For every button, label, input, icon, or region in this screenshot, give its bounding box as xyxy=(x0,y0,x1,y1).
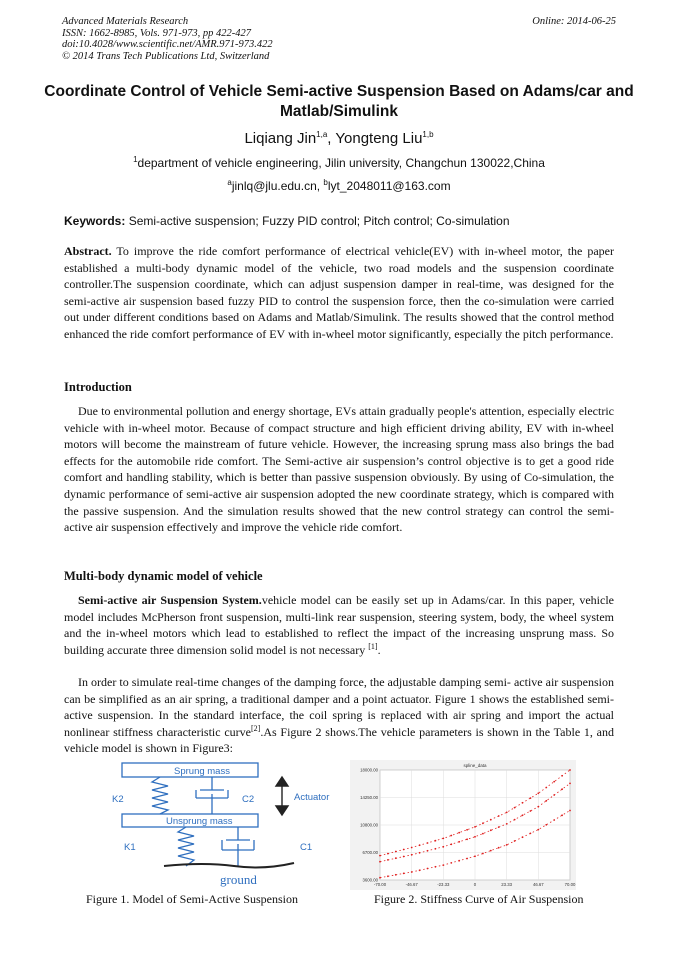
series-3-point xyxy=(419,869,421,871)
series-1-point xyxy=(545,800,547,802)
issn-line: ISSN: 1662-8985, Vols. 971-973, pp 422-427 xyxy=(62,27,251,39)
series-3-point xyxy=(427,868,429,870)
y-tick-label: 10800.00 xyxy=(360,822,378,828)
authors xyxy=(0,130,678,147)
series-2-point xyxy=(379,855,381,857)
series-1-point xyxy=(569,783,571,785)
series-2-point xyxy=(530,797,532,799)
copyright-line: © 2014 Trans Tech Publications Ltd, Switzerland xyxy=(62,50,270,62)
series-2-point xyxy=(490,819,492,821)
y-tick-label: 18000.00 xyxy=(360,767,378,773)
intro-paragraph: Due to environmental pollution and energy shortage, EVs attain gradually people's attention, especially electric vehicle with in-wheel motor. Because of compact structure and high efficient driving ability, EV with in-wheel motors will become the mainstream of future vehicle. However, the increasing sprung mass also brings the bad effects for the automobile ride comfort. The Semi-active air suspension’s control objective is to get a good ride comfort and handling stability, which is better than passive suspension obviously. By using of Co-simulation, the dynamic performance of semi-active air suspension adopted the new coordinate strategy, which is compared with the passive suspension. And the simulation results showed that the new control strategy can control the semi-active air suspension effectively and improve the vehicle ride comfort. xyxy=(64,404,614,535)
series-2-point xyxy=(419,844,421,846)
series-1-point xyxy=(450,843,452,845)
series-3-point xyxy=(387,875,389,877)
series-3-point xyxy=(490,850,492,852)
series-3-point xyxy=(458,860,460,862)
series-3-point xyxy=(466,858,468,860)
series-1-point xyxy=(466,838,468,840)
y-tick-label: 6700.00 xyxy=(362,850,378,855)
series-3-point xyxy=(450,862,452,864)
series-2-point xyxy=(411,847,413,849)
series-1-point xyxy=(435,848,437,850)
series-3-point xyxy=(403,873,405,875)
series-3-point xyxy=(522,836,524,838)
email-b: lyt_2048011@163.com xyxy=(327,179,451,193)
affiliation xyxy=(0,156,678,170)
series-1-point xyxy=(530,810,532,812)
x-tick-label: 23.33 xyxy=(501,882,513,887)
intro-heading: Introduction xyxy=(64,380,132,394)
series-1-point xyxy=(482,833,484,835)
series-3-point xyxy=(506,844,508,846)
series-2-point xyxy=(450,835,452,837)
abstract-label: Abstract. xyxy=(64,244,112,258)
keywords-text: Semi-active suspension; Fuzzy PID control; Pitch control; Co-simulation xyxy=(125,214,510,228)
email-a-sup: a xyxy=(227,178,232,187)
series-1-point xyxy=(419,852,421,854)
series-1-point xyxy=(427,850,429,852)
model-p1-text: vehicle model can be easily set up in Adams/car. In this paper, vehicle model includes McPherson front suspension, multi-link rear suspension, steering system, body, the wheel system and the in-wheel motors which lead to established to reflect the impact of the increasing unsprung mass. So building accurate three dimension solid model is not necessary xyxy=(64,593,614,657)
series-2-point xyxy=(466,829,468,831)
series-3-point xyxy=(514,840,516,842)
doi-line: doi:10.4028/www.scientific.net/AMR.971-973.422 xyxy=(62,39,273,50)
series-3-point xyxy=(482,853,484,855)
series-2-point xyxy=(514,807,516,809)
series-1-point xyxy=(403,856,405,858)
series-2-point xyxy=(474,826,476,828)
series-1-point xyxy=(537,806,539,808)
series-3-point xyxy=(442,864,444,866)
series-3-point xyxy=(561,814,563,816)
series-3-point xyxy=(530,833,532,835)
series-2-point xyxy=(498,815,500,817)
series-3-point xyxy=(435,866,437,868)
y-tick-label: 3600.00 xyxy=(362,877,378,883)
emails xyxy=(0,179,678,193)
c1-damper xyxy=(222,827,254,866)
series-3-point xyxy=(569,810,571,812)
sprung-label: Sprung mass xyxy=(174,766,230,777)
k2-label: K2 xyxy=(112,794,124,805)
paper-title: Coordinate Control of Vehicle Semi-active Suspension Based on Adams/car and Matlab/Simulink xyxy=(44,83,634,120)
series-3-point xyxy=(498,847,500,849)
series-2-point xyxy=(537,792,539,794)
series-1-point xyxy=(474,836,476,838)
series-3-point xyxy=(537,829,539,831)
email-a: jinlq@jlu.edu.cn, xyxy=(231,179,324,193)
series-3-point xyxy=(379,877,381,879)
abstract xyxy=(64,243,614,343)
ground-label: ground xyxy=(220,872,257,887)
x-tick-label: -46.67 xyxy=(405,882,418,887)
k2-spring xyxy=(152,777,168,814)
series-2-point xyxy=(561,775,563,777)
ground-line xyxy=(164,863,294,867)
series-2-point xyxy=(506,812,508,814)
affiliation-text: department of vehicle engineering, Jilin university, Changchun 130022,China xyxy=(137,156,545,170)
series-2-point xyxy=(435,840,437,842)
k1-label: K1 xyxy=(124,842,136,853)
running-header xyxy=(62,16,273,62)
figure-2-caption: Figure 2. Stiffness Curve of Air Suspension xyxy=(374,892,584,906)
series-1-point xyxy=(506,823,508,825)
series-3-point xyxy=(553,819,555,821)
series-2-point xyxy=(427,842,429,844)
author-2-sup: 1,b xyxy=(422,130,434,139)
series-1-point xyxy=(490,829,492,831)
x-tick-label: 46.67 xyxy=(532,882,544,887)
series-1-point xyxy=(498,826,500,828)
x-tick-label: 70.00 xyxy=(564,882,576,887)
series-1-point xyxy=(553,794,555,796)
series-1-point xyxy=(395,857,397,859)
series-2-point xyxy=(482,822,484,824)
series-3-point xyxy=(545,824,547,826)
actuator-label: Actuator xyxy=(294,792,330,803)
actuator-arrow xyxy=(276,777,288,815)
journal-name: Advanced Materials Research xyxy=(62,16,189,27)
figure-2-chart xyxy=(350,760,576,890)
email-b-sup: b xyxy=(323,178,328,187)
series-1-point xyxy=(411,854,413,856)
c1-label: C1 xyxy=(300,842,313,853)
series-2-point xyxy=(545,787,547,789)
model-paragraph-1 xyxy=(64,592,614,658)
series-3-point xyxy=(411,871,413,873)
series-1-point xyxy=(379,861,381,863)
x-tick-label: 0 xyxy=(473,882,477,887)
model-paragraph-2 xyxy=(64,674,614,757)
author-sep: , xyxy=(327,130,336,147)
series-1-point xyxy=(387,859,389,861)
series-2-point xyxy=(522,802,524,804)
ref-1: [1] xyxy=(368,641,378,651)
x-tick-label: -70.00 xyxy=(373,882,387,887)
series-1-point xyxy=(561,788,563,790)
series-3-point xyxy=(474,855,476,857)
series-1-point xyxy=(514,819,516,821)
series-2-point xyxy=(458,832,460,834)
keywords-label: Keywords: xyxy=(64,214,126,228)
abstract-text: To improve the ride comfort performance of electrical vehicle(EV) with in-wheel motor, the paper established a multi-body dynamic model of the vehicle, two road models and the suspension coordinate controller.The suspension coordinate, which can adjust suspension damper in real-time, was designed for the semi-active air suspension based fuzzy PID to control the suspension force, then the co-simulation were carried out under different conditions based on Adams and Matlab/Simulink. The results showed that the control method enhanced the ride comfort performance of EV with in-wheel motor significantly, especially the pitch performance. xyxy=(64,244,614,341)
model-p1-end: . xyxy=(377,642,381,657)
k1-spring xyxy=(178,827,194,866)
series-2-point xyxy=(553,781,555,783)
unsprung-label: Unsprung mass xyxy=(166,816,233,827)
c2-damper xyxy=(196,777,228,814)
model-p2-a: In order to simulate real-time changes of the damping force, the adjustable damping semi- active air suspension can be simplified as an air spring, a traditional damper and a point actuator. Figure 1 shows the established semi-active suspension. In the standard interface, the coil spring is replaced with air spring and import the actual nonlinear stiffness characteristic curve xyxy=(64,675,614,739)
series-1-point xyxy=(522,814,524,816)
affiliation-sup: 1 xyxy=(133,155,138,164)
series-1-point xyxy=(442,846,444,848)
chart-title: spline_data xyxy=(463,763,487,768)
series-1-point xyxy=(458,841,460,843)
series-3-point xyxy=(395,874,397,876)
figure-1-caption: Figure 1. Model of Semi-Active Suspension xyxy=(86,892,298,906)
figure-1-diagram xyxy=(104,758,352,890)
model-p1-bold: Semi-active air Suspension System. xyxy=(78,593,262,607)
ref-2: [2] xyxy=(251,723,261,733)
series-2-point xyxy=(403,849,405,851)
author-2: Yongteng Liu xyxy=(335,130,423,147)
series-2-point xyxy=(395,851,397,853)
y-tick-label: 14250.00 xyxy=(360,795,378,800)
series-2-point xyxy=(569,769,571,771)
series-2-point xyxy=(387,853,389,855)
author-1: Liqiang Jin xyxy=(244,130,317,147)
c2-label: C2 xyxy=(242,794,255,805)
author-1-sup: 1,a xyxy=(316,130,328,139)
series-2-point xyxy=(442,838,444,840)
online-date: Online: 2014-06-25 xyxy=(532,16,616,27)
model-p2-b: .As Figure 2 shows.The vehicle parameters is shown in the Table 1, and vehicle model is shown in Figure3: xyxy=(64,724,615,756)
x-tick-label: -23.33 xyxy=(437,882,450,887)
keywords xyxy=(64,214,510,228)
model-heading: Multi-body dynamic model of vehicle xyxy=(64,569,263,583)
